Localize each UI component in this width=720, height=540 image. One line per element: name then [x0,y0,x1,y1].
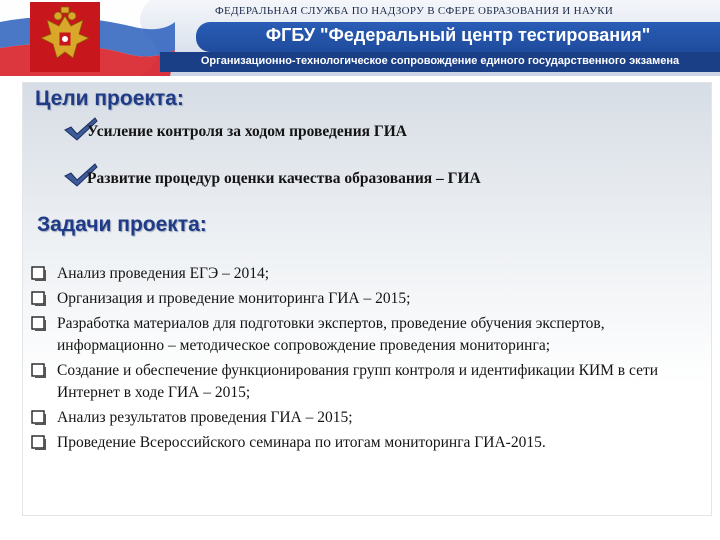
list-item [31,313,711,357]
checkbox-icon [31,435,46,450]
goal-item: Усиление контроля за ходом проведения ГИА [87,123,407,140]
subtitle-band [160,52,720,72]
task-text: Анализ результатов проведения ГИА – 2015; [57,409,353,426]
list-item [31,432,711,454]
list-item [31,263,711,285]
page-title: ФГБУ "Федеральный центр тестирования" [265,25,651,45]
list-item [31,407,711,429]
list-item [31,288,711,310]
goal-item: Развитие процедур оценки качества образования – ГИА [87,170,481,187]
content-panel [22,82,712,516]
goals-heading: Цели проекта: [35,87,184,110]
task-text: Проведение Всероссийского семинара по итогам мониторинга ГИА-2015. [57,434,546,451]
list-item [31,360,711,404]
task-list [31,263,711,457]
agency-name: ФЕДЕРАЛЬНАЯ СЛУЖБА ПО НАДЗОРУ В СФЕРЕ ОБРАЗОВАНИЯ И НАУКИ [215,5,614,17]
header [0,0,720,76]
checkbox-icon [31,363,46,378]
page-subtitle: Организационно-технологическое сопровождение единого государственного экзамена [200,55,680,67]
checkbox-icon [31,410,46,425]
checkbox-icon [31,316,46,331]
task-text: Организация и проведение мониторинга ГИА – 2015; [57,290,411,307]
task-text: Разработка материалов для подготовки экспертов, проведение обучения экспертов, информационно – методическое сопровождение проведения мониторинга; [57,315,605,354]
task-text: Создание и обеспечение функционирования групп контроля и идентификации КИМ в сети Интернет в ходе ГИА – 2015; [57,362,659,401]
task-text: Анализ проведения ЕГЭ – 2014; [57,265,270,282]
coat-of-arms-icon [30,2,100,72]
tasks-heading: Задачи проекта: [37,213,207,236]
title-band [196,22,720,52]
checkbox-icon [31,266,46,281]
checkbox-icon [31,291,46,306]
